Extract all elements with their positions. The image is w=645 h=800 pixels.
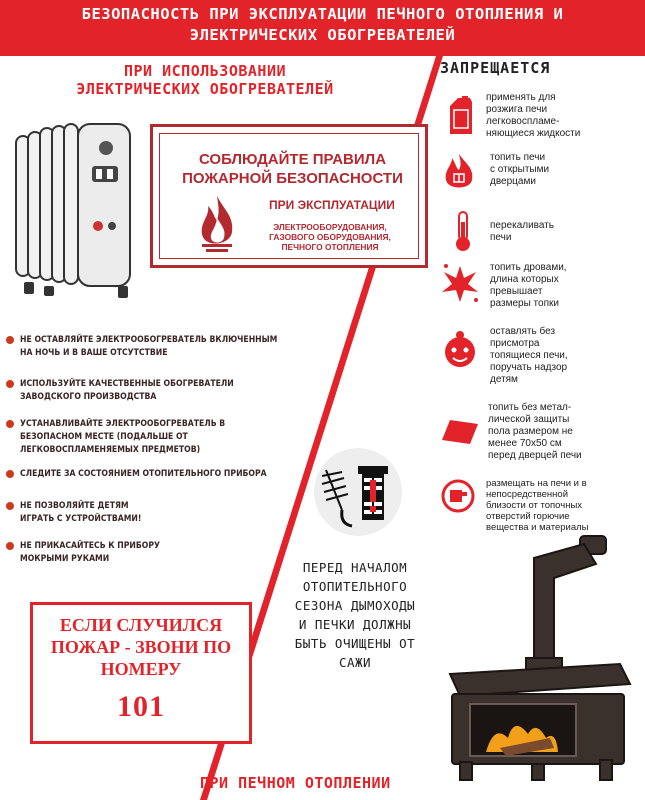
forbidden-line: применять для (486, 92, 556, 103)
forbidden-item (490, 262, 567, 310)
forbidden-item (486, 478, 589, 533)
forbidden-item (490, 326, 568, 386)
tip-item (6, 378, 234, 404)
bullet-dot (6, 542, 14, 550)
tip-line: МОКРЫМИ РУКАМИ (20, 554, 110, 564)
tip-line: НЕ ПОЗВОЛЯЙТЕ ДЕТЯМ (20, 501, 129, 511)
forbidden-line: топить печи (490, 152, 546, 163)
electric-heaters-title (20, 62, 390, 98)
bullet-dot (6, 380, 14, 388)
rules-detail-line2: ГАЗОВОГО ОБОРУДОВАНИЯ, (269, 232, 391, 242)
tip-line: НЕ ОСТАВЛЯЙТЕ ЭЛЕКТРООБОГРЕВАТЕЛЬ ВКЛЮЧЕННЫМ (20, 335, 278, 345)
chimney-cleaning-icon (312, 446, 404, 538)
rules-title (170, 150, 415, 188)
forbidden-line: оставлять без (490, 326, 556, 337)
season-line: ПЕРЕД НАЧАЛОМ (302, 560, 408, 575)
forbidden-line: длина которых (490, 274, 559, 285)
emergency-call-text (30, 614, 252, 680)
forbidden-line: печи (490, 232, 512, 243)
forbidden-line: топить без метал- (488, 402, 572, 413)
forbidden-line: размещать на печи и в (486, 478, 587, 489)
tip-line: НЕ ПРИКАСАЙТЕСЬ К ПРИБОРУ (20, 541, 160, 551)
forbidden-line: няющиеся жидкости (486, 128, 581, 139)
forbidden-item (488, 402, 582, 462)
season-cleaning-note (270, 558, 440, 672)
stove-heating-title: ПРИ ПЕЧНОМ ОТОПЛЕНИИ (200, 774, 391, 792)
tip-item (6, 468, 267, 481)
emergency-line3: НОМЕРУ (100, 659, 182, 679)
tip-item (6, 500, 141, 526)
forbidden-line: розжига печи (486, 104, 548, 115)
fire-flame-icon (196, 194, 238, 252)
forbidden-item (490, 152, 549, 188)
canister-icon (446, 96, 476, 136)
forbidden-item (490, 220, 554, 244)
bullet-dot (6, 502, 14, 510)
rules-title-line2: ПОЖАРНОЙ БЕЗОПАСНОСТИ (182, 170, 403, 187)
season-line: САЖИ (338, 655, 372, 670)
season-line: И ПЕЧКИ ДОЛЖНЫ (298, 617, 412, 632)
flame-icon (440, 152, 478, 192)
electric-title-line1: ПРИ ИСПОЛЬЗОВАНИИ (123, 62, 287, 80)
tip-line: ИГРАТЬ С УСТРОЙСТВАМИ! (20, 514, 142, 524)
emergency-number: 101 (117, 690, 165, 723)
tip-line: ЗАВОДСКОГО ПРОИЗВОДСТВА (20, 392, 157, 402)
forbidden-line: размеры топки (490, 298, 559, 309)
splash-icon (440, 262, 480, 304)
poster-title-line1: БЕЗОПАСНОСТЬ ПРИ ЭКСПЛУАТАЦИИ ПЕЧНОГО ОТОПЛЕНИЯ И (81, 5, 564, 23)
season-line: БЫТЬ ОЧИЩЕНЫ ОТ (294, 636, 416, 651)
forbidden-line: вещества и материалы (486, 522, 589, 533)
thermometer-icon (452, 210, 474, 252)
rules-detail (250, 222, 410, 252)
tip-item (6, 540, 160, 566)
tip-item (6, 334, 277, 360)
child-face-icon (442, 330, 478, 370)
rules-detail-line1: ЭЛЕКТРООБОРУДОВАНИЯ, (273, 222, 387, 232)
bullet-dot (6, 420, 14, 428)
forbidden-line: топящиеся печи, (490, 350, 568, 361)
forbidden-line: присмотра (490, 338, 540, 349)
tip-line: ЛЕГКОВОСПЛАМЕНЯЕМЫХ ПРЕДМЕТОВ) (20, 445, 201, 455)
season-line: ОТОПИТЕЛЬНОГО (302, 579, 408, 594)
forbidden-line: легковоспламе- (486, 116, 560, 127)
forbidden-line: менее 70х50 см (488, 438, 562, 449)
forbidden-line: лической защиты (488, 414, 570, 425)
oil-radiator-icon (10, 118, 138, 308)
no-items-icon (440, 478, 476, 514)
forbidden-line: близости от топочных (486, 500, 583, 511)
tip-line: БЕЗОПАСНОМ МЕСТЕ (ПОДАЛЬШЕ ОТ (20, 432, 188, 442)
forbidden-line: дверцами (490, 176, 536, 187)
rules-detail-line3: ПЕЧНОГО ОТОПЛЕНИЯ (281, 242, 379, 252)
electric-title-line2: ЭЛЕКТРИЧЕСКИХ ОБОГРЕВАТЕЛЕЙ (76, 80, 334, 98)
wood-stove-icon (430, 534, 640, 784)
forbidden-line: превышает (490, 286, 543, 297)
season-line: СЕЗОНА ДЫМОХОДЫ (294, 598, 416, 613)
forbidden-line: перекаливать (490, 220, 555, 231)
tip-line: ИСПОЛЬЗУЙТЕ КАЧЕСТВЕННЫЕ ОБОГРЕВАТЕЛИ (20, 379, 234, 389)
metal-sheet-icon (440, 418, 480, 446)
bullet-dot (6, 336, 14, 344)
tip-line: СЛЕДИТЕ ЗА СОСТОЯНИЕМ ОТОПИТЕЛЬНОГО ПРИБОРА (20, 469, 267, 479)
bullet-dot (6, 470, 14, 478)
forbidden-line: пола размером не (488, 426, 573, 437)
tip-line: УСТАНАВЛИВАЙТЕ ЭЛЕКТРООБОГРЕВАТЕЛЬ В (20, 419, 226, 429)
forbidden-title: ЗАПРЕЩАЕТСЯ (440, 59, 551, 77)
forbidden-line: отверстий горючие (486, 511, 570, 522)
forbidden-item (486, 92, 580, 140)
rules-subtitle: ПРИ ЭКСПЛУАТАЦИИ (269, 198, 395, 212)
emergency-line2: ПОЖАР - ЗВОНИ ПО (50, 637, 232, 657)
forbidden-line: перед дверцей печи (488, 450, 582, 461)
forbidden-line: непосредственной (486, 489, 569, 500)
forbidden-line: детям (490, 374, 518, 385)
emergency-line1: ЕСЛИ СЛУЧИЛСЯ (59, 615, 223, 635)
forbidden-line: топить дровами, (490, 262, 567, 273)
forbidden-line: с открытыми (490, 164, 550, 175)
forbidden-line: поручать надзор (490, 362, 568, 373)
rules-title-line1: СОБЛЮДАЙТЕ ПРАВИЛА (198, 151, 387, 168)
tip-item (6, 418, 225, 457)
poster-title-line2: ЭЛЕКТРИЧЕСКИХ ОБОГРЕВАТЕЛЕЙ (189, 26, 456, 44)
tip-line: НА НОЧЬ И В ВАШЕ ОТСУТСТВИЕ (20, 348, 168, 358)
